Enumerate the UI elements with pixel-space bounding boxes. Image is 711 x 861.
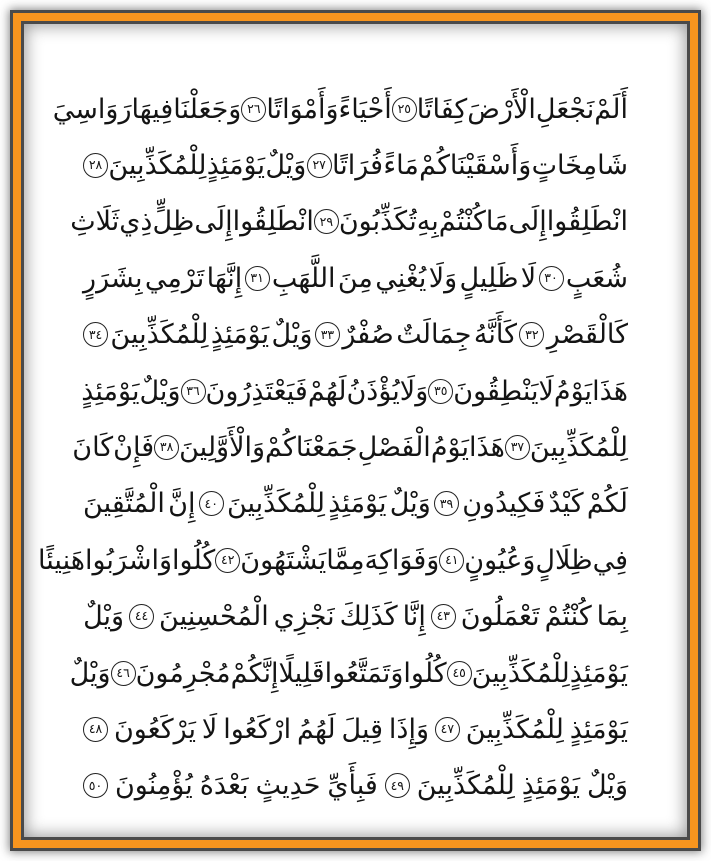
quran-word: كَيْدٌ: [548, 488, 584, 520]
quran-word: مُجْرِمُونَ: [135, 657, 231, 689]
quran-word: ذِي: [119, 206, 153, 238]
quran-text: [38, 45, 666, 816]
quran-word: تُكَذِّبُونَ: [338, 206, 417, 238]
ayah-number-marker: ٣١: [245, 266, 270, 291]
quran-word: أَحْيَاءً: [338, 93, 392, 125]
quran-word: وَيْلٌ: [69, 657, 111, 689]
quran-word: ظِلَالٍ: [535, 544, 593, 576]
quran-word: نَجْزِي: [273, 601, 335, 633]
quran-word: لِلْمُكَذِّبِينَ: [529, 432, 628, 464]
quran-line: [83, 701, 628, 757]
quran-word: يَرْكَعُونَ: [113, 713, 197, 745]
quran-word: الْمُحْسِنِينَ: [159, 601, 269, 633]
ayah-number-marker: ٢٦: [241, 97, 266, 122]
ayah-number-marker: ٤٦: [111, 661, 136, 686]
quran-word: إِنَّ: [168, 488, 196, 520]
quran-word: جَمَعْنَاكُمْ: [265, 432, 358, 464]
quran-line: [83, 307, 628, 363]
quran-word: وَيْلٌ: [389, 488, 431, 520]
quran-word: وَيْلٌ: [83, 601, 125, 633]
quran-word: ثَلَاثِ: [70, 206, 120, 238]
quran-word: شَامِخَاتٍ: [531, 150, 628, 182]
quran-word: لَا: [201, 713, 218, 745]
quran-word: وَأَمْوَاتًا: [266, 93, 339, 125]
quran-word: وَفَوَاكِهَ: [364, 544, 440, 576]
quran-word: وَلَا: [428, 262, 458, 294]
quran-word: مِنَ: [337, 262, 373, 294]
quran-word: فَإِنْ: [113, 432, 155, 464]
quran-word: فَيَعْتَذِرُونَ: [205, 375, 308, 407]
ayah-number-marker: ٣٩: [434, 491, 459, 516]
quran-word: هَنِيئًا: [38, 544, 85, 576]
quran-word: يُؤْمِنُونَ: [114, 770, 193, 802]
quran-word: كَذَلِكَ: [339, 601, 398, 633]
ayah-number-marker: ٣٠: [539, 266, 564, 291]
quran-line: [83, 363, 628, 419]
quran-word: لِلْمُكَذِّبِينَ: [416, 770, 515, 802]
quran-word: الْمُتَّقِينَ: [83, 488, 165, 520]
quran-word: تَرْمِي: [144, 262, 205, 294]
quran-word: صُفْرٌ: [342, 319, 394, 351]
ayah-number-marker: ٤٨: [83, 717, 108, 742]
quran-word: وَإِذَا: [388, 713, 429, 745]
ayah-number-marker: ٣٦: [181, 379, 206, 404]
decorative-orange-frame: [13, 13, 698, 848]
quran-word: لِلْمُكَذِّبِينَ: [108, 150, 207, 182]
ayah-number-marker: ٤٧: [435, 717, 460, 742]
quran-word: قِيلَ: [341, 713, 384, 745]
quran-word: إِنَّهَا: [206, 262, 243, 294]
quran-line: [83, 476, 628, 532]
quran-word: يَشْتَهُونَ: [240, 544, 327, 576]
ayah-number-marker: ٣٨: [154, 435, 179, 460]
quran-word: انْطَلِقُوا: [232, 206, 314, 238]
quran-word: بِمَا: [596, 601, 628, 633]
quran-word: كَانَ: [72, 432, 114, 464]
ayah-number-marker: ٥٠: [83, 773, 108, 798]
quran-word: أَلَمْ: [594, 93, 628, 125]
quran-word: إِنَّا: [402, 601, 426, 633]
quran-word: يَوْمَئِذٍ: [206, 150, 266, 182]
quran-word: لَا: [520, 262, 537, 294]
quran-word: جِمَالَتٌ: [396, 319, 472, 351]
quran-word: يُؤْذَنُ: [346, 375, 400, 407]
quran-word: وَعُيُونٍ: [464, 544, 536, 576]
quran-word: وَيْلٌ: [139, 375, 181, 407]
quran-word: شُعَبٍ: [565, 262, 628, 294]
quran-word: الْأَرْضَ: [467, 93, 536, 125]
ayah-number-marker: ٤٩: [385, 773, 410, 798]
quran-word: وَأَسْقَيْنَاكُمْ: [419, 150, 532, 182]
quran-word: ارْكَعُوا: [223, 713, 292, 745]
ayah-number-marker: ٣٣: [315, 322, 340, 347]
quran-word: كُنْتُمْ: [544, 601, 592, 633]
quran-word: فِي: [592, 544, 628, 576]
quran-word: الْفَصْلِ: [357, 432, 431, 464]
quran-word: يَوْمَئِذٍ: [569, 657, 628, 689]
quran-word: نَجْعَلِ: [535, 93, 595, 125]
quran-word: كُلُوا: [172, 544, 216, 576]
quran-line: [83, 589, 628, 645]
quran-word: إِلَى: [194, 206, 233, 238]
quran-line: [83, 137, 628, 193]
quran-word: كَالْقَصْرِ: [546, 319, 628, 351]
ayah-number-marker: ٤٢: [215, 548, 240, 573]
quran-word: كَأَنَّهُ: [473, 319, 517, 351]
quran-word: لَا: [538, 375, 554, 407]
quran-word: بِشَرَرٍ: [83, 262, 143, 294]
quran-word: كُلُوا: [403, 657, 447, 689]
quran-line: [83, 250, 628, 306]
quran-word: وَيْلٌ: [586, 770, 628, 802]
quran-word: لِلْمُكَذِّبِينَ: [226, 488, 326, 520]
quran-word: مِمَّا: [326, 544, 365, 576]
quran-word: لَهُمْ: [307, 375, 347, 407]
ayah-number-marker: ٤٥: [447, 661, 472, 686]
quran-word: مَاءً: [383, 150, 419, 182]
quran-word: مَا: [485, 206, 509, 238]
quran-line: [72, 419, 628, 475]
quran-word: حَدِيثٍ: [255, 770, 321, 802]
quran-word: لِلْمُكَذِّبِينَ: [110, 319, 209, 351]
quran-word: وَتَمَتَّعُوا: [324, 657, 404, 689]
quran-word: هَذَا: [592, 375, 628, 407]
quran-word: يُغْنِي: [375, 262, 427, 294]
quran-word: كُنْتُمْ: [438, 206, 486, 238]
quran-word: فَبِأَيِّ: [327, 770, 378, 802]
ayah-number-marker: ٤١: [439, 548, 464, 573]
quran-word: ظَلِيلٍ: [459, 262, 519, 294]
quran-word: لَكُمْ: [586, 488, 628, 520]
quran-word: يَوْمَئِذٍ: [521, 770, 581, 802]
quran-word: كِفَاتًا: [416, 93, 468, 125]
quran-line: [38, 532, 628, 588]
quran-line: [83, 758, 628, 814]
ayah-number-marker: ٤٤: [129, 604, 154, 629]
ayah-number-marker: ٣٥: [428, 379, 453, 404]
quran-word: قَلِيلًا: [278, 657, 325, 689]
quran-word: انْطَلِقُوا: [546, 206, 628, 238]
quran-word: يَنْطِقُونَ: [453, 375, 539, 407]
quran-word: وَجَعَلْنَا: [173, 93, 242, 125]
quran-word: رَوَاسِيَ: [52, 93, 132, 125]
quran-word: فِيهَا: [131, 93, 174, 125]
ayah-number-marker: ٣٢: [519, 322, 544, 347]
quran-word: إِلَى: [508, 206, 547, 238]
quran-line: [52, 81, 628, 137]
quran-word: فُرَاتًا: [332, 150, 384, 182]
quran-word: يَوْمَئِذٍ: [328, 488, 387, 520]
ayah-number-marker: ٤٠: [199, 491, 224, 516]
quran-word: بِهِ: [416, 206, 439, 238]
quran-word: إِنَّكُمْ: [230, 657, 279, 689]
ayah-number-marker: ٢٧: [307, 153, 332, 178]
quran-word: وَلَا: [399, 375, 429, 407]
quran-word: يَوْمَئِذٍ: [569, 713, 628, 745]
quran-line: [70, 194, 628, 250]
ayah-number-marker: ٤٣: [431, 604, 456, 629]
ayah-number-marker: ٣٤: [83, 322, 108, 347]
quran-word: يَوْمُ: [430, 432, 469, 464]
quran-line: [69, 645, 628, 701]
quran-word: بَعْدَهُ: [199, 770, 249, 802]
quran-word: يَوْمَئِذٍ: [81, 375, 140, 407]
quran-word: وَيْلٌ: [265, 150, 307, 182]
quran-word: فَكِيدُونِ: [462, 488, 546, 520]
quran-word: وَاشْرَبُوا: [84, 544, 172, 576]
quran-word: لِلْمُكَذِّبِينَ: [471, 657, 570, 689]
quran-word: لَهُمُ: [296, 713, 336, 745]
quran-word: يَوْمُ: [553, 375, 593, 407]
ayah-number-marker: ٣٧: [505, 435, 530, 460]
quran-word: يَوْمَئِذٍ: [210, 319, 270, 351]
ayah-number-marker: ٢٨: [83, 153, 108, 178]
quran-word: وَالْأَوَّلِينَ: [179, 432, 266, 464]
quran-word: اللَّهَبِ: [271, 262, 336, 294]
quran-word: وَيْلٌ: [271, 319, 313, 351]
ayah-number-marker: ٢٥: [392, 97, 417, 122]
quran-word: لِلْمُكَذِّبِينَ: [465, 713, 564, 745]
quran-word: ظِلٍّ: [152, 206, 195, 238]
ayah-number-marker: ٢٩: [314, 209, 339, 234]
quran-word: هَذَا: [469, 432, 505, 464]
quran-word: تَعْمَلُونَ: [460, 601, 540, 633]
